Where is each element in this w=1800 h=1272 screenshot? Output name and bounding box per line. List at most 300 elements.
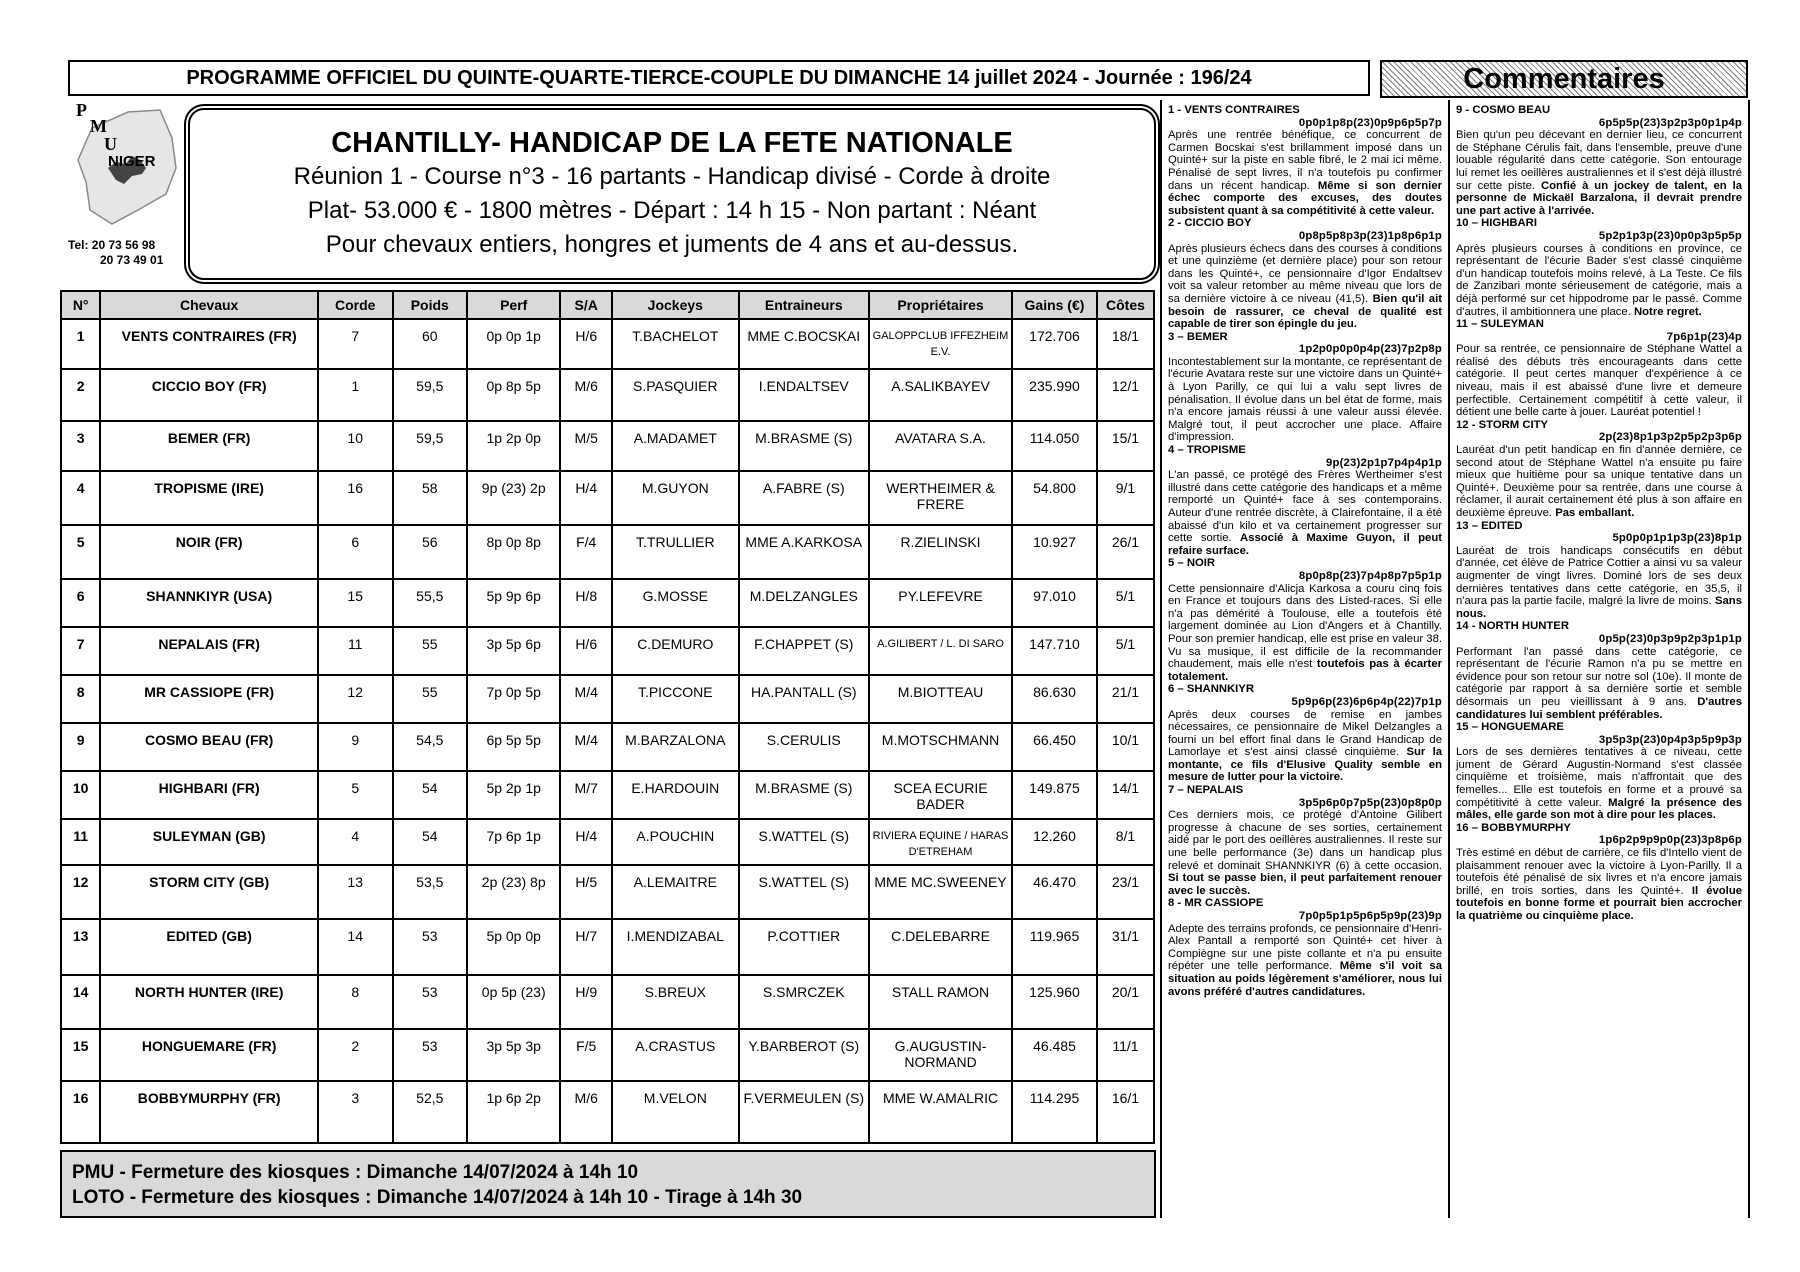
- comments-column-right: [1450, 100, 1750, 1218]
- cell-corde: 11: [318, 627, 393, 675]
- cell-corde: 14: [318, 919, 393, 975]
- comment-body: Lors de ses dernières tentatives à ce niveau, cette jument de Gérard Augustin-Normand s'est classée cinquième et troisième, mais n'affrontait que des femelles... Elle est toutefois en forme et a prouvé sa compétitivité à cette valeur.: [1456, 746, 1742, 809]
- cell-gains: 149.875: [1012, 771, 1097, 819]
- comment-text: [1456, 847, 1742, 923]
- cell-proprietaire: WERTHEIMER & FRERE: [869, 471, 1012, 525]
- comment-block: [1168, 217, 1442, 330]
- cell-n: 12: [61, 865, 100, 919]
- comments-header: [1380, 60, 1748, 98]
- comment-horse-name: 10 – HIGHBARI: [1456, 217, 1537, 230]
- cell-cheval: MR CASSIOPE (FR): [100, 675, 318, 723]
- comment-block: [1456, 620, 1742, 721]
- phone-line-2: 20 73 49 01: [100, 253, 164, 267]
- comment-verdict: Confié à un jockey de talent, en la personne de Mickaël Barzalona, il devrait prendre une part active à l'arrivée.: [1456, 179, 1742, 217]
- comment-block: [1456, 318, 1742, 419]
- cell-cheval: HIGHBARI (FR): [100, 771, 318, 819]
- comment-horse-name: 1 - VENTS CONTRAIRES: [1168, 104, 1300, 116]
- cell-cote: 31/1: [1097, 919, 1154, 975]
- cell-gains: 147.710: [1012, 627, 1097, 675]
- cell-perf: 0p 8p 5p: [467, 369, 560, 421]
- cell-gains: 46.485: [1012, 1029, 1097, 1081]
- column-header: Perf: [467, 291, 560, 319]
- cell-gains: 235.990: [1012, 369, 1097, 421]
- table-row: [61, 975, 1154, 1029]
- cell-jockey: A.LEMAITRE: [612, 865, 738, 919]
- cell-corde: 13: [318, 865, 393, 919]
- cell-cheval: EDITED (GB): [100, 919, 318, 975]
- cell-perf: 2p (23) 8p: [467, 865, 560, 919]
- phone-numbers: [68, 238, 163, 268]
- comment-performance: 3p5p3p(23)0p4p3p5p9p3p: [1598, 733, 1742, 746]
- comment-block: [1456, 217, 1742, 318]
- cell-cote: 14/1: [1097, 771, 1154, 819]
- cell-cheval: COSMO BEAU (FR): [100, 723, 318, 771]
- cell-entraineur: A.FABRE (S): [739, 471, 870, 525]
- cell-n: 10: [61, 771, 100, 819]
- cell-cote: 11/1: [1097, 1029, 1154, 1081]
- cell-cheval: CICCIO BOY (FR): [100, 369, 318, 421]
- comment-verdict: Même si son dernier échec comporte des excuses, des doutes subsistent quant à sa compétitivité à cette valeur.: [1168, 179, 1443, 217]
- cell-proprietaire: G.AUGUSTIN-NORMAND: [869, 1029, 1012, 1081]
- table-row: [61, 627, 1154, 675]
- cell-proprietaire: A.GILIBERT / L. DI SARO: [869, 627, 1012, 675]
- comment-text: [1456, 243, 1742, 319]
- comment-performance: 1p6p2p9p9p0p(23)3p8p6p: [1598, 834, 1742, 847]
- table-row: [61, 579, 1154, 627]
- cell-n: 3: [61, 421, 100, 471]
- cell-n: 11: [61, 819, 100, 865]
- svg-text:NIGER: NIGER: [108, 153, 156, 170]
- comment-body: Cette pensionnaire d'Alicja Karkosa a couru cinq fois en France et toujours dans des Listed-races. Si elle n'a pas démérité à Toulouse, elle a toutefois été largement dominée au Lion d'Angers et à Chantilly. Pour son premier handicap, elle est prise en valeur 38. Vu sa musique, il est difficile de la recommander chaudement, mais elle n'est: [1168, 582, 1442, 671]
- table-row: [61, 525, 1154, 579]
- comment-horse-name: 14 - NORTH HUNTER: [1456, 620, 1569, 633]
- comment-body: Performant l'an passé dans cette catégorie, ce représentant de l'écurie Ramon n'a pu se mettre en évidence pour son retour sur notre sol (10e). Il monte de catégorie par rapport à sa dernière sortie et semble désormais un peu vieillissant à 9 ans.: [1456, 645, 1742, 708]
- cell-corde: 12: [318, 675, 393, 723]
- comment-verdict: toutefois pas à écarter totalement.: [1168, 658, 1443, 683]
- comment-body: Après plusieurs échecs dans des courses à conditions et une quinzième (et dernière place) pour son retour dans les Quinté+, ce pensionnaire d'Igor Endaltsev voit sa valeur retomber au même niveau que lors de sa dernière victoire à ce niveau (41,5).: [1168, 242, 1442, 305]
- cell-gains: 97.010: [1012, 579, 1097, 627]
- cell-entraineur: Y.BARBEROT (S): [739, 1029, 870, 1081]
- cell-cheval: BEMER (FR): [100, 421, 318, 471]
- column-header: Poids: [393, 291, 468, 319]
- column-header: N°: [61, 291, 100, 319]
- comment-horse-name: 8 - MR CASSIOPE: [1168, 897, 1264, 910]
- svg-text:U: U: [104, 134, 117, 154]
- comment-body: Après une rentrée bénéfique, ce concurrent de Carmen Bocskai s'est brillamment imposé dans un Quinté+ sur la piste en sable fibré, le 2 mai ici même. Pénalisé de sept livres, il n'a toutefois pu confirmer dans un récent handicap.: [1168, 129, 1442, 192]
- cell-proprietaire: GALOPPCLUB IFFEZHEIM E.V.: [869, 319, 1012, 369]
- cell-sa: H/6: [560, 627, 612, 675]
- comment-text: [1168, 809, 1442, 897]
- cell-jockey: E.HARDOUIN: [612, 771, 738, 819]
- comment-verdict: Bien qu'il ait besoin de rassurer, ce cheval de qualité est capable de tirer son épingle du jeu.: [1168, 292, 1442, 331]
- cell-perf: 1p 2p 0p: [467, 421, 560, 471]
- cell-cote: 20/1: [1097, 975, 1154, 1029]
- cell-gains: 172.706: [1012, 319, 1097, 369]
- comment-text: [1456, 646, 1742, 722]
- table-row: [61, 771, 1154, 819]
- comments-column-left: [1160, 100, 1450, 1218]
- comment-performance: 5p0p0p1p1p3p(23)8p1p: [1612, 532, 1742, 545]
- comment-horse-name: 7 – NEPALAIS: [1168, 784, 1244, 797]
- comment-verdict: Sans nous.: [1456, 595, 1742, 620]
- cell-cote: 9/1: [1097, 471, 1154, 525]
- comment-horse-name: 3 – BEMER: [1168, 330, 1228, 343]
- cell-jockey: M.BARZALONA: [612, 723, 738, 771]
- comment-performance: 7p6p1p(23)4p: [1666, 330, 1742, 343]
- comment-verdict: Notre regret.: [1634, 305, 1702, 318]
- comment-horse-name: 15 – HONGUEMARE: [1456, 721, 1564, 734]
- cell-perf: 8p 0p 8p: [467, 525, 560, 579]
- table-row: [61, 819, 1154, 865]
- cell-corde: 9: [318, 723, 393, 771]
- comment-performance: 9p(23)2p1p7p4p4p1p: [1326, 456, 1442, 469]
- comment-body: Lauréat d'un petit handicap en fin d'année dernière, ce second atout de Stéphane Wattel n'a ensuite pu faire mieux que huitième pour sa unique tentative dans un Quinté+. Deuxième pour sa rentrée, dans une course à réclamer, il aurait certainement été plus à son affaire en deuxième épreuve.: [1456, 444, 1742, 519]
- cell-corde: 15: [318, 579, 393, 627]
- cell-perf: 3p 5p 6p: [467, 627, 560, 675]
- column-header: Corde: [318, 291, 393, 319]
- cell-gains: 54.800: [1012, 471, 1097, 525]
- table-row: [61, 471, 1154, 525]
- cell-cote: 12/1: [1097, 369, 1154, 421]
- comment-block: [1456, 419, 1742, 520]
- cell-proprietaire: C.DELEBARRE: [869, 919, 1012, 975]
- comment-body: Ces derniers mois, ce protégé d'Antoine Gilibert progresse à chacune de ses sorties, certainement aidé par le port des oeillères australiennes. Il reste sur une belle performance (3e) dans un handicap plus relevé et dominait SHANNKIYR (6) à cette occasion.: [1168, 809, 1442, 872]
- comment-horse-name: 9 - COSMO BEAU: [1456, 104, 1551, 116]
- cell-n: 8: [61, 675, 100, 723]
- cell-proprietaire: PY.LEFEVRE: [869, 579, 1012, 627]
- column-header: Propriétaires: [869, 291, 1012, 319]
- table-row: [61, 865, 1154, 919]
- cell-n: 2: [61, 369, 100, 421]
- cell-sa: H/4: [560, 819, 612, 865]
- cell-cheval: NOIR (FR): [100, 525, 318, 579]
- comment-text: [1456, 444, 1742, 520]
- cell-sa: H/5: [560, 865, 612, 919]
- table-row: [61, 723, 1154, 771]
- cell-sa: M/6: [560, 1081, 612, 1143]
- cell-entraineur: S.CERULIS: [739, 723, 870, 771]
- cell-entraineur: P.COTTIER: [739, 919, 870, 975]
- cell-cheval: NORTH HUNTER (IRE): [100, 975, 318, 1029]
- cell-jockey: A.POUCHIN: [612, 819, 738, 865]
- cell-n: 7: [61, 627, 100, 675]
- cell-poids: 53,5: [393, 865, 468, 919]
- comment-performance: 5p9p6p(23)6p6p4p(22)7p1p: [1291, 695, 1442, 708]
- cell-sa: H/8: [560, 579, 612, 627]
- comment-block: [1168, 104, 1442, 217]
- cell-proprietaire: MME W.AMALRIC: [869, 1081, 1012, 1143]
- cell-cheval: BOBBYMURPHY (FR): [100, 1081, 318, 1143]
- comment-horse-name: 5 – NOIR: [1168, 557, 1216, 570]
- cell-cote: 18/1: [1097, 319, 1154, 369]
- cell-corde: 6: [318, 525, 393, 579]
- runners-table: [60, 290, 1155, 1144]
- comment-body: Pour sa rentrée, ce pensionnaire de Stéphane Wattel a réalisé des débuts très encourageants dans cette catégorie. Il peut certes manquer d'expérience à ce niveau, mais il est abaissé d'une livre et demeure perfectible. Certainement compétitif à cette valeur, il détient une belle carte à jouer. Lauréat potentiel !: [1456, 343, 1742, 419]
- cell-sa: M/4: [560, 675, 612, 723]
- cell-jockey: T.PICCONE: [612, 675, 738, 723]
- comment-text: [1168, 469, 1442, 557]
- comment-performance: 6p5p5p(23)3p2p3p0p1p4p: [1598, 116, 1742, 129]
- comment-text: [1456, 545, 1742, 621]
- cell-poids: 55,5: [393, 579, 468, 627]
- cell-poids: 60: [393, 319, 468, 369]
- cell-perf: 7p 0p 5p: [467, 675, 560, 723]
- cell-entraineur: HA.PANTALL (S): [739, 675, 870, 723]
- comment-text: [1456, 746, 1742, 822]
- comment-performance: 0p0p1p8p(23)0p9p6p5p7p: [1298, 116, 1442, 129]
- comment-verdict: Pas emballant.: [1555, 507, 1635, 519]
- cell-perf: 9p (23) 2p: [467, 471, 560, 525]
- cell-cote: 10/1: [1097, 723, 1154, 771]
- cell-sa: M/5: [560, 421, 612, 471]
- comment-performance: 2p(23)8p1p3p2p5p2p3p6p: [1598, 431, 1742, 444]
- cell-entraineur: M.BRASME (S): [739, 771, 870, 819]
- cell-entraineur: S.WATTEL (S): [739, 865, 870, 919]
- comment-horse-name: 12 - STORM CITY: [1456, 418, 1549, 431]
- cell-perf: 1p 6p 2p: [467, 1081, 560, 1143]
- comment-verdict: Même s'il voit sa situation au poids légèrement s'améliorer, nous lui avons préféré d'autres candidatures.: [1168, 960, 1442, 998]
- cell-cote: 15/1: [1097, 421, 1154, 471]
- comment-performance: 8p0p8p(23)7p4p8p7p5p1p: [1298, 569, 1442, 582]
- cell-sa: M/6: [560, 369, 612, 421]
- column-header: Gains (€): [1012, 291, 1097, 319]
- cell-proprietaire: R.ZIELINSKI: [869, 525, 1012, 579]
- cell-poids: 52,5: [393, 1081, 468, 1143]
- table-header-row: [61, 291, 1154, 319]
- cell-sa: M/4: [560, 723, 612, 771]
- cell-entraineur: S.WATTEL (S): [739, 819, 870, 865]
- comment-horse-name: 13 – EDITED: [1456, 519, 1523, 532]
- table-row: [61, 369, 1154, 421]
- cell-gains: 119.965: [1012, 919, 1097, 975]
- comment-text: [1168, 129, 1442, 217]
- comment-body: Très estimé en début de carrière, ce fils d'Intello vient de plaisamment renouer avec la victoire à Lyon-Parilly. Il a toutefois été pénalisé de six livres et n'a encore jamais brillé, en trois sorties, dans les Quinté+.: [1456, 847, 1742, 897]
- cell-entraineur: I.ENDALTSEV: [739, 369, 870, 421]
- cell-entraineur: S.SMRCZEK: [739, 975, 870, 1029]
- cell-jockey: A.CRASTUS: [612, 1029, 738, 1081]
- cell-n: 4: [61, 471, 100, 525]
- comment-text: [1168, 709, 1442, 785]
- cell-cheval: SULEYMAN (GB): [100, 819, 318, 865]
- cell-sa: H/9: [560, 975, 612, 1029]
- comment-block: [1168, 784, 1442, 897]
- cell-jockey: I.MENDIZABAL: [612, 919, 738, 975]
- comment-performance: 1p2p0p0p0p4p(23)7p2p8p: [1298, 343, 1442, 356]
- cell-poids: 54: [393, 771, 468, 819]
- cell-cote: 16/1: [1097, 1081, 1154, 1143]
- column-header: Chevaux: [100, 291, 318, 319]
- cell-gains: 46.470: [1012, 865, 1097, 919]
- comment-verdict: Malgré la présence des mâles, elle garde son mot à dire pour les places.: [1456, 796, 1743, 822]
- comment-text: [1168, 356, 1442, 444]
- table-row: [61, 919, 1154, 975]
- cell-cheval: TROPISME (IRE): [100, 471, 318, 525]
- cell-cheval: STORM CITY (GB): [100, 865, 318, 919]
- cell-entraineur: F.VERMEULEN (S): [739, 1081, 870, 1143]
- column-header: Jockeys: [612, 291, 738, 319]
- race-line-2: Plat- 53.000 € - 1800 mètres - Départ : 14 h 15 - Non partant : Néant: [307, 197, 1037, 224]
- cell-cheval: NEPALAIS (FR): [100, 627, 318, 675]
- cell-gains: 86.630: [1012, 675, 1097, 723]
- table-row: [61, 675, 1154, 723]
- cell-n: 16: [61, 1081, 100, 1143]
- cell-perf: 0p 0p 1p: [467, 319, 560, 369]
- cell-sa: F/5: [560, 1029, 612, 1081]
- cell-perf: 3p 5p 3p: [467, 1029, 560, 1081]
- comment-performance: 0p5p(23)0p3p9p2p3p1p1p: [1598, 632, 1742, 645]
- cell-poids: 53: [393, 1029, 468, 1081]
- comment-body: Bien qu'un peu décevant en dernier lieu, ce concurrent de Stéphane Cérulis fait, dans l'ensemble, preuve d'une louable régularité dans cette catégorie. Son entourage lui remet les oeillères australiennes et il s'est déjà illustré sur cette piste.: [1456, 129, 1742, 192]
- cell-cote: 21/1: [1097, 675, 1154, 723]
- cell-proprietaire: M.BIOTTEAU: [869, 675, 1012, 723]
- cell-gains: 66.450: [1012, 723, 1097, 771]
- cell-n: 6: [61, 579, 100, 627]
- cell-perf: 6p 5p 5p: [467, 723, 560, 771]
- comment-horse-name: 16 – BOBBYMURPHY: [1456, 821, 1571, 834]
- comment-performance: 0p8p5p8p3p(23)1p8p6p1p: [1298, 229, 1442, 242]
- cell-corde: 3: [318, 1081, 393, 1143]
- svg-text:P: P: [76, 100, 87, 120]
- comment-verdict: Sur la montante, ce fils d'Elusive Quality semble en mesure de lutter pour la victoire.: [1168, 746, 1442, 784]
- cell-proprietaire: AVATARA S.A.: [869, 421, 1012, 471]
- cell-corde: 4: [318, 819, 393, 865]
- kiosk-closing-footer: [60, 1150, 1156, 1218]
- comment-body: Lauréat de trois handicaps consécutifs en début d'année, cet élève de Patrice Cottier a ainsi vu sa valeur augmenter de vingt livres. Dominé lors de ses deux dernières tentatives dans cette catégorie, en 35,5, il n'aura pas la partie facile, malgré la livre de moins.: [1456, 544, 1742, 608]
- cell-proprietaire: A.SALIKBAYEV: [869, 369, 1012, 421]
- cell-poids: 54,5: [393, 723, 468, 771]
- cell-n: 15: [61, 1029, 100, 1081]
- cell-corde: 2: [318, 1029, 393, 1081]
- cell-poids: 53: [393, 919, 468, 975]
- comment-text: [1168, 243, 1442, 331]
- cell-poids: 54: [393, 819, 468, 865]
- cell-corde: 10: [318, 421, 393, 471]
- cell-jockey: M.VELON: [612, 1081, 738, 1143]
- cell-sa: H/6: [560, 319, 612, 369]
- comment-horse-name: 11 – SULEYMAN: [1456, 318, 1544, 331]
- cell-gains: 114.295: [1012, 1081, 1097, 1143]
- cell-proprietaire: STALL RAMON: [869, 975, 1012, 1029]
- comment-body: Après deux courses de remise en jambes nécessaires, ce pensionnaire de Mikel Delzangles a fourni un bel effort final dans le Grand Handicap de Lamorlaye et s'est ainsi classé cinquième.: [1168, 708, 1442, 759]
- cell-jockey: G.MOSSE: [612, 579, 738, 627]
- page-header: PROGRAMME OFFICIEL DU QUINTE-QUARTE-TIERCE-COUPLE DU DIMANCHE 14 juillet 2024 - Journée : 196/24: [68, 60, 1370, 96]
- cell-gains: 114.050: [1012, 421, 1097, 471]
- pmu-closing-line: PMU - Fermeture des kiosques : Dimanche 14/07/2024 à 14h 10: [72, 1162, 639, 1183]
- cell-jockey: T.BACHELOT: [612, 319, 738, 369]
- comment-block: [1456, 104, 1742, 217]
- cell-corde: 5: [318, 771, 393, 819]
- cell-cheval: HONGUEMARE (FR): [100, 1029, 318, 1081]
- cell-corde: 16: [318, 471, 393, 525]
- cell-perf: 5p 2p 1p: [467, 771, 560, 819]
- comment-block: [1456, 822, 1742, 923]
- race-info-box: [188, 108, 1156, 280]
- comment-block: [1168, 897, 1442, 998]
- cell-entraineur: MME C.BOCSKAI: [739, 319, 870, 369]
- comment-performance: 5p2p1p3p(23)0p0p3p5p5p: [1598, 229, 1742, 242]
- cell-poids: 58: [393, 471, 468, 525]
- cell-jockey: M.GUYON: [612, 471, 738, 525]
- table-row: [61, 1029, 1154, 1081]
- niger-map-icon: [68, 98, 180, 238]
- cell-sa: H/4: [560, 471, 612, 525]
- comment-text: [1168, 923, 1442, 999]
- comment-body: Adepte des terrains profonds, ce pensionnaire d'Henri-Alex Pantall a remporté son Quinté+ cet hiver à Compiègne sur une piste collante et n'a pu ensuite répéter une telle performance.: [1168, 922, 1442, 973]
- table-body: [61, 319, 1154, 1143]
- comment-text: [1456, 129, 1742, 217]
- cell-gains: 12.260: [1012, 819, 1097, 865]
- race-title: CHANTILLY- HANDICAP DE LA FETE NATIONALE: [331, 127, 1013, 159]
- cell-sa: F/4: [560, 525, 612, 579]
- cell-jockey: C.DEMURO: [612, 627, 738, 675]
- cell-jockey: S.PASQUIER: [612, 369, 738, 421]
- table-row: [61, 1081, 1154, 1143]
- cell-entraineur: M.DELZANGLES: [739, 579, 870, 627]
- comment-body: L'an passé, ce protégé des Frères Wertheimer s'est illustré dans cette catégorie des handicaps et a même remporté un Quinté+ face à ses contemporains. Auteur d'une rentrée discrète, à Clairefontaine, il a été abaissé d'un kilo et va certainement progresser sur cette sortie.: [1168, 469, 1442, 545]
- cell-poids: 59,5: [393, 421, 468, 471]
- comment-block: [1456, 721, 1742, 822]
- comment-block: [1168, 444, 1442, 557]
- cell-cote: 5/1: [1097, 627, 1154, 675]
- cell-poids: 53: [393, 975, 468, 1029]
- comment-verdict: Associé à Maxime Guyon, il peut refaire surface.: [1168, 532, 1443, 557]
- cell-cote: 23/1: [1097, 865, 1154, 919]
- cell-entraineur: M.BRASME (S): [739, 421, 870, 471]
- comment-body: Après plusieurs courses à conditions en province, ce représentant de l'écurie Bader s'est classé cinquième d'un handicap toutefois moins relevé, à La Teste. Ce fils de Zanzibari monte sérieusement de catégorie, mais a déjà performé sur cet hippodrome par le passé. Comme d'autres, il ambitionnera une place.: [1456, 242, 1742, 318]
- comment-verdict: Si tout se passe bien, il peut parfaitement renouer avec le succès.: [1168, 872, 1442, 897]
- cell-n: 5: [61, 525, 100, 579]
- cell-entraineur: MME A.KARKOSA: [739, 525, 870, 579]
- comment-block: [1168, 557, 1442, 683]
- cell-perf: 5p 0p 0p: [467, 919, 560, 975]
- cell-cote: 26/1: [1097, 525, 1154, 579]
- comment-block: [1456, 520, 1742, 621]
- cell-sa: H/7: [560, 919, 612, 975]
- cell-sa: M/7: [560, 771, 612, 819]
- comment-body: Incontestablement sur la montante, ce représentant de l'écurie Avatara reste sur une victoire dans un Quinté+ à Lyon Parilly, ce qui lui a valu sept livres de pénalisation. Il évolue dans un bel état de forme, mais n'a encore jamais réussi à une valeur aussi élevée. Malgré tout, il peut accrocher une place. Affaire d'impression.: [1168, 355, 1442, 444]
- comment-performance: 7p0p5p1p5p6p5p9p(23)9p: [1298, 910, 1442, 922]
- cell-cheval: SHANNKIYR (USA): [100, 579, 318, 627]
- cell-corde: 8: [318, 975, 393, 1029]
- comments-title: Commentaires: [1463, 62, 1665, 95]
- cell-n: 9: [61, 723, 100, 771]
- race-line-1: Réunion 1 - Course n°3 - 16 partants - Handicap divisé - Corde à droite: [293, 163, 1051, 190]
- cell-jockey: A.MADAMET: [612, 421, 738, 471]
- cell-n: 1: [61, 319, 100, 369]
- cell-gains: 125.960: [1012, 975, 1097, 1029]
- comment-block: [1168, 683, 1442, 784]
- cell-jockey: T.TRULLIER: [612, 525, 738, 579]
- cell-corde: 1: [318, 369, 393, 421]
- cell-perf: 5p 9p 6p: [467, 579, 560, 627]
- cell-poids: 59,5: [393, 369, 468, 421]
- cell-corde: 7: [318, 319, 393, 369]
- table-row: [61, 421, 1154, 471]
- comment-block: [1168, 331, 1442, 444]
- cell-proprietaire: SCEA ECURIE BADER: [869, 771, 1012, 819]
- table-row: [61, 319, 1154, 369]
- cell-poids: 55: [393, 627, 468, 675]
- cell-cheval: VENTS CONTRAIRES (FR): [100, 319, 318, 369]
- cell-poids: 55: [393, 675, 468, 723]
- cell-cote: 5/1: [1097, 579, 1154, 627]
- cell-n: 14: [61, 975, 100, 1029]
- cell-proprietaire: MME MC.SWEENEY: [869, 865, 1012, 919]
- cell-proprietaire: M.MOTSCHMANN: [869, 723, 1012, 771]
- cell-perf: 7p 6p 1p: [467, 819, 560, 865]
- comment-text: [1456, 343, 1742, 419]
- comment-text: [1168, 583, 1442, 684]
